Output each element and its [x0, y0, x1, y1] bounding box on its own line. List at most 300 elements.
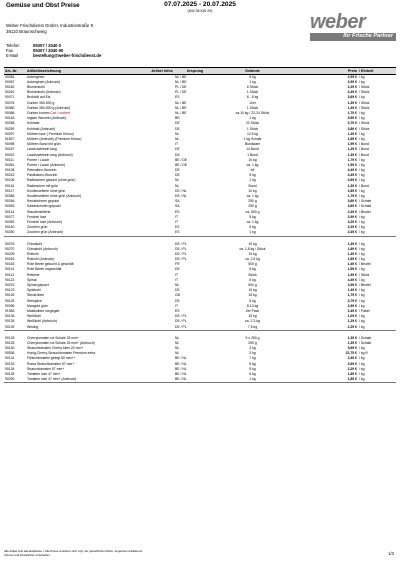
- item-name: Ingwer Wurzeln (Anbruch): [27, 116, 67, 121]
- art-nr: 90146: [5, 116, 15, 121]
- price: 3,79 €: [347, 298, 357, 303]
- item-name: Fleischtomaten gelegt 80 mm++: [27, 356, 76, 361]
- item-name: Gurken 350-500 g (Anbruch): [27, 105, 71, 110]
- price-table: [4, 67, 396, 384]
- pack-size: 1 Stück: [246, 90, 259, 95]
- art-nr: 90098: [5, 142, 15, 147]
- unit: / kg: [359, 257, 365, 262]
- item-name: Tomaten lose 47 mm+: [27, 372, 61, 376]
- art-nr: 90133: [5, 361, 15, 366]
- art-nr: 90086: [5, 111, 15, 115]
- unit: / Bund: [359, 147, 369, 152]
- pack-size: 15 kg: [248, 251, 257, 256]
- art-nr: 90130: [5, 346, 15, 351]
- pack-size: 5 kg: [249, 173, 256, 178]
- pack-size: 5 kg: [249, 214, 256, 219]
- origin: NL / BE: [175, 105, 187, 110]
- unit: / kg: [359, 157, 365, 162]
- price: 1,49 €: [347, 288, 357, 293]
- origin: DE / PL: [175, 324, 187, 329]
- unit: / kg: [359, 230, 365, 235]
- pack-size: 6 Stück: [246, 85, 259, 90]
- pack-size: 1 Stück: [246, 105, 259, 110]
- origin: NL / BE: [175, 100, 187, 105]
- pack-size: 7 kg: [249, 356, 256, 361]
- unit: / Schale: [359, 340, 372, 345]
- unit: / Schale: [359, 204, 372, 209]
- unit: / Stück: [359, 121, 370, 126]
- item-name: Brokkoli auf Eis: [27, 95, 51, 100]
- pack-size: ca. 1 kg: [246, 162, 259, 167]
- unit: / Stück: [359, 85, 370, 90]
- price: 5,99 €: [347, 346, 357, 351]
- pack-size: 5 kg: [249, 267, 256, 272]
- pack-size: Stück: [248, 272, 257, 277]
- art-nr: 90084: [5, 74, 15, 79]
- unit: / Stück: [359, 126, 370, 131]
- item-name: Porree / Lauch (Anbruch): [27, 162, 66, 167]
- art-nr: 90136: [5, 314, 15, 319]
- pack-size: b/f: [250, 168, 255, 173]
- col-origin: Ursprung: [186, 68, 204, 73]
- item-name: Cherrytomaten rot Schale 25 mm+ (Anbruch): [27, 340, 95, 345]
- item-name: Pastinaken-Wurzeln: [27, 173, 58, 178]
- unit: / kg: [359, 303, 365, 308]
- price: 1,69 €: [347, 257, 357, 262]
- art-nr: 90067: [5, 79, 15, 84]
- unit: / Bund: [359, 183, 369, 188]
- pack-size: ca. 1,8 kg / Stück: [239, 246, 266, 251]
- item-name: Radieschen geputzt (ohne grün): [27, 178, 76, 183]
- price: 2,49 €: [347, 209, 357, 214]
- pack-size: 7,5 kg: [247, 324, 258, 329]
- art-nr: 90096: [5, 303, 15, 308]
- pack-size: ca. 500 g: [245, 209, 260, 214]
- item-name: Steinpilze: [27, 298, 42, 303]
- page-title: Gemüse und Obst Preise: [6, 2, 80, 9]
- origin: IT: [175, 303, 179, 308]
- item-name: Gurken krumm Cat. I sortiert: [27, 111, 70, 115]
- unit: / Bund: [359, 152, 369, 157]
- item-name: Maiskolben vorgegart: [27, 308, 60, 313]
- table-row[interactable]: [4, 325, 396, 330]
- price: 1,89 €: [347, 377, 357, 382]
- price: 1,39 €: [347, 335, 357, 340]
- art-nr: 90063: [5, 204, 15, 209]
- company-address: [6, 23, 93, 35]
- unit: / kg: [359, 251, 365, 256]
- price: 1,99 €: [347, 272, 357, 277]
- origin: BE / DE: [175, 157, 188, 162]
- table-row[interactable]: [4, 230, 396, 235]
- pack-size: 1 kg: [249, 79, 256, 84]
- art-nr: 91983: [5, 308, 15, 313]
- origin: ES: [175, 308, 180, 313]
- art-nr: 90078: [5, 100, 15, 105]
- pack-size: 1 kg Schale: [243, 136, 262, 141]
- price: 4,49 €: [347, 168, 357, 173]
- table-row[interactable]: [4, 377, 396, 382]
- item-name: Auberginen (Anbruch): [27, 79, 61, 84]
- art-nr: 90114: [5, 267, 15, 272]
- pack-size: 5 kg: [249, 225, 256, 230]
- item-name: Zucchini grün: [27, 225, 48, 230]
- item-name: Petersilien-Wurzeln: [27, 168, 57, 173]
- origin: DE: [175, 288, 180, 293]
- price: 1,49 €: [347, 262, 357, 267]
- price: 0,79 €: [347, 121, 357, 126]
- pack-size: ca.10 kg / 22-24 Stück: [235, 111, 270, 115]
- art-nr: 90076: [5, 241, 15, 246]
- origin: NL: [175, 335, 180, 340]
- art-nr: 90128: [5, 335, 15, 340]
- weber-logo: [310, 12, 396, 41]
- art-nr: 90022: [5, 152, 15, 157]
- price: 2,29 €: [347, 324, 357, 329]
- art-nr: 90258: [5, 121, 15, 126]
- art-nr: 90117: [5, 188, 15, 193]
- pack-size: 3 kg: [249, 351, 256, 356]
- art-nr: 90182: [5, 85, 15, 90]
- unit: / Stück: [359, 272, 370, 277]
- item-name: Möhren lose ( Premium Kimco): [27, 131, 74, 136]
- unit: / Paket: [359, 308, 370, 313]
- price: 1,59 €: [347, 267, 357, 272]
- unit: / kg: [359, 74, 365, 79]
- art-nr: 90361: [5, 162, 15, 167]
- col-price: Preis: [347, 68, 357, 73]
- phone-label: Telefon: [6, 43, 20, 48]
- origin: BE / NL: [175, 356, 187, 361]
- origin: DE: [175, 168, 180, 173]
- item-name: Blumenkohl: [27, 85, 45, 90]
- pack-size: 1 kg: [249, 116, 256, 121]
- pack-size: 1 kg: [249, 230, 256, 235]
- unit: / Beutel: [359, 283, 371, 287]
- unit: / Stück: [359, 105, 370, 110]
- price: 1,79 €: [347, 293, 357, 298]
- price: 1,49 €: [347, 105, 357, 110]
- item-name: Steckrüben: [27, 293, 45, 298]
- origin: DE / NL: [175, 188, 187, 193]
- origin: DE: [175, 267, 180, 272]
- calendar-week: (KW 28 KW 29): [187, 9, 213, 13]
- item-name: Rote Beete ungeschält: [27, 267, 62, 272]
- item-name: Roma Strauchtomaten 57 mm+: [27, 361, 75, 366]
- item-name: Strauchtomaten Cherry klein 20 mm+: [27, 346, 84, 351]
- art-nr: 90242: [5, 173, 15, 178]
- origin: ES: [175, 95, 180, 100]
- unit: / kg !!!: [359, 351, 369, 356]
- pack-size: Bund: [248, 183, 257, 188]
- art-nr: 90128: [5, 340, 15, 345]
- unit: / kg: [359, 136, 365, 141]
- pack-size: 5 kg: [249, 298, 256, 303]
- art-nr: 90114: [5, 209, 15, 214]
- origin: BE / NL: [175, 366, 187, 371]
- item-name: Auberginen: [27, 74, 45, 79]
- unit: / kg: [359, 214, 365, 219]
- company-name: Weber Frischdienst GmbH, Industriestraße 9: [6, 23, 94, 28]
- item-name: Rotkohl: [27, 251, 39, 256]
- pack-size: 10 kg: [248, 188, 257, 193]
- art-nr: 90536: [5, 351, 15, 356]
- pack-size: 9 x 250 g: [245, 335, 260, 340]
- art-nr: 90128: [5, 319, 15, 324]
- fax-label: Fax: [6, 48, 13, 54]
- item-name: Fenchel lose (Anbruch): [27, 219, 63, 224]
- item-name: Weißkohl (Anbruch): [27, 319, 57, 324]
- origin: NL: [175, 136, 180, 141]
- unit: / kg: [359, 116, 365, 121]
- pack-size: 250 g: [248, 199, 257, 204]
- pack-size: 10 kg: [248, 241, 257, 246]
- item-name: Wirsing: [27, 324, 39, 329]
- item-name: Spitzkohl: [27, 288, 41, 293]
- item-name: Knollensellerie ohne grün: [27, 188, 66, 193]
- item-name: Porree / Lauch: [27, 157, 50, 162]
- art-nr: 90135: [5, 372, 15, 376]
- pack-size: 12,5 kg: [246, 131, 259, 136]
- unit: / kg: [359, 225, 365, 230]
- unit: / kg: [359, 241, 365, 246]
- unit: / kg: [359, 288, 365, 293]
- art-nr: 90163: [5, 262, 15, 267]
- price: 2,49 €: [347, 308, 357, 313]
- section-2: [4, 242, 396, 331]
- unit: / kg: [359, 188, 365, 193]
- unit: / kg: [359, 194, 365, 198]
- art-nr: 90097: [5, 131, 15, 136]
- price: 2,49 €: [347, 230, 357, 235]
- col-name: Artikelbezeichnung: [27, 68, 62, 73]
- art-nr: 90131: [5, 356, 15, 361]
- price: 2,69 €: [347, 188, 357, 193]
- pack-size: 15 kg: [248, 314, 257, 319]
- item-name: Tomaten lose 47 mm+ (Anbruch): [27, 377, 77, 382]
- price: 2,99 €: [347, 214, 357, 219]
- price: 1,79 €: [347, 194, 357, 198]
- item-info: [149, 377, 175, 382]
- price: 2,99 €: [347, 74, 357, 79]
- company-city: 38110 Braunschweig: [6, 29, 47, 34]
- item-name: Honig-Cherry-Strauchtomaten Premium extra: [27, 351, 96, 356]
- pack-size: 1 kg: [249, 377, 256, 382]
- unit: / Schale: [359, 335, 372, 340]
- pack-size: ca. 1 kg: [246, 219, 259, 224]
- origin: NL: [175, 131, 180, 136]
- price: 1,39 €: [347, 100, 357, 105]
- item-name: Cherrytomaten rot Schale 25 mm+: [27, 335, 79, 340]
- item-name: Möhren (Anbruch) (Premium Kimco): [27, 136, 82, 141]
- pack-size: 500 g: [248, 262, 257, 267]
- item-name: Rettiche: [27, 272, 40, 277]
- fax-number: 05307 / 2040 90: [33, 48, 64, 54]
- item-name: Kaiserschoten geputzt: [27, 204, 61, 209]
- price: 1,09 €: [347, 314, 357, 319]
- pack-size: 12er: [249, 100, 256, 105]
- origin: SA: [175, 199, 180, 204]
- contact-block: [6, 43, 101, 59]
- art-nr: 91827: [5, 136, 15, 141]
- unit: / kg: [359, 178, 365, 183]
- page-number: 1/3: [388, 551, 394, 556]
- origin: DE / NL: [175, 194, 187, 198]
- origin: DE: [175, 173, 180, 178]
- art-nr: 90111: [5, 157, 14, 162]
- pack-size: 2er Pack: [245, 308, 260, 313]
- price: 4,49 €: [347, 173, 357, 178]
- price: 2,99 €: [347, 283, 357, 287]
- price: 3,69 €: [347, 95, 357, 100]
- origin: IT: [175, 214, 179, 219]
- price: 1,69 €: [347, 246, 357, 251]
- pack-size: ca. 2,5 kg: [245, 257, 260, 262]
- art-nr: 90116: [5, 183, 15, 188]
- item-name: Fenchel lose: [27, 214, 47, 219]
- unit: / kg: [359, 366, 365, 371]
- phone-number: 05307 / 2040 0: [33, 43, 61, 48]
- item-name: Staudensellerie: [27, 209, 51, 214]
- art-nr: 90108: [5, 168, 15, 173]
- origin: DE: [175, 152, 180, 157]
- item-name: Zucchini grün (Anbruch): [27, 230, 64, 235]
- price: 1,29 €: [347, 319, 357, 324]
- origin: DE / PL: [175, 319, 187, 324]
- pack-size: 250 g: [248, 204, 257, 209]
- origin: NL: [175, 178, 180, 183]
- unit: / kg: [359, 95, 365, 100]
- origin: ES: [175, 230, 180, 235]
- pack-size: 5 kg: [249, 74, 256, 79]
- art-nr: 90123: [5, 288, 15, 293]
- unit: / kg: [359, 219, 365, 224]
- art-nr: 90080: [5, 105, 15, 110]
- price: 1,79 €: [347, 111, 357, 115]
- unit: / Bund: [359, 142, 369, 147]
- origin: BE / NL: [175, 361, 187, 366]
- pack-size: 250 g: [248, 340, 257, 345]
- art-nr: 90259: [5, 126, 15, 131]
- origin: DE: [175, 147, 180, 152]
- origin: NL / BE: [175, 111, 187, 115]
- origin: NL: [175, 346, 180, 351]
- origin: NL: [175, 183, 180, 188]
- origin: PL / DE: [175, 85, 187, 90]
- col-unit: / Einheit: [359, 68, 374, 73]
- price: 1,49 €: [347, 251, 357, 256]
- item-name: Chinakohl (Anbruch): [27, 246, 58, 251]
- origin: GB: [175, 293, 180, 298]
- origin: FR: [175, 262, 180, 267]
- price: 2,69 €: [347, 361, 357, 366]
- item-name: Spinat geputzt: [27, 283, 49, 287]
- price: 1,29 €: [347, 147, 357, 152]
- art-nr: 90126: [5, 293, 15, 298]
- origin: NL / BE: [175, 79, 187, 84]
- price: 1,39 €: [347, 152, 357, 157]
- unit: / kg: [359, 293, 365, 298]
- unit: / Schale: [359, 199, 372, 204]
- art-nr: 90134: [5, 366, 15, 371]
- unit: / kg: [359, 173, 365, 178]
- origin: DE / PL: [175, 241, 187, 246]
- item-name: Gurken 350-500 g: [27, 100, 55, 105]
- section-1: [4, 75, 396, 237]
- pack-size: 5 kg: [249, 361, 256, 366]
- table-header: [4, 67, 396, 75]
- pack-size: Bundware: [244, 142, 261, 147]
- section-3: [4, 336, 396, 384]
- pack-size: 15 kg: [248, 293, 257, 298]
- pack-size: 1 kg: [249, 178, 256, 183]
- origin: DE / PL: [175, 257, 187, 262]
- price: 4,49 €: [347, 277, 357, 282]
- price: 2,49 €: [347, 90, 357, 95]
- art-nr: 90052: [5, 219, 15, 224]
- price: 3,69 €: [347, 204, 357, 209]
- pack-size: 6 kg: [249, 372, 256, 376]
- footer-note-line1: Alle Artikel sind Handelsklasse I. Alle Preise verstehen sich zzgl. der gesetzlichen MwSt., Angebote freibleibend.: [4, 549, 143, 553]
- origin: SA: [175, 204, 180, 209]
- col-info: Artikel Infos: [151, 68, 173, 73]
- item-info: [149, 230, 175, 235]
- price: 1,39 €: [347, 183, 357, 188]
- pack-size: 8-10 kg: [246, 303, 259, 308]
- pack-size: 5 kg: [249, 366, 256, 371]
- item-name: Rotkohl (Anbruch): [27, 257, 55, 262]
- item-name: Lauchzwiebeln lang (Anbruch): [27, 152, 73, 157]
- art-nr: 90122: [5, 277, 15, 282]
- origin: DE / PL: [175, 314, 187, 319]
- price: 2,49 €: [347, 356, 357, 361]
- unit: / Stück: [359, 90, 370, 95]
- art-nr: 90261: [5, 90, 15, 95]
- origin: NL / BE: [175, 74, 187, 79]
- origin: NL: [175, 283, 180, 287]
- unit: / kg: [359, 168, 365, 173]
- logo-wordmark: weber: [310, 11, 366, 33]
- item-name: Knollensellerie ohne grün (Anbruch): [27, 194, 82, 198]
- art-nr: 90270: [5, 246, 15, 251]
- origin: BE / DE: [175, 162, 188, 167]
- email-address[interactable]: bestellung@weber-frischdienst.de: [33, 53, 102, 59]
- pack-size: 500 g: [248, 283, 257, 287]
- price: 1,99 €: [347, 162, 357, 167]
- unit: / kg: [359, 377, 365, 382]
- pack-size: 10 kg: [248, 157, 257, 162]
- col-art-nr: Art.-Nr.: [5, 68, 18, 73]
- art-nr: 90077: [5, 214, 15, 219]
- origin: BE / NL: [175, 377, 187, 382]
- price: 1,79 €: [347, 157, 357, 162]
- item-info: [149, 325, 175, 330]
- price: 2,29 €: [347, 225, 357, 230]
- unit: / kg: [359, 324, 365, 329]
- art-nr: 90140: [5, 225, 15, 230]
- origin: DE: [175, 126, 180, 131]
- logo-tagline: Ihr Frische Partner: [310, 33, 396, 41]
- price: 3,69 €: [347, 199, 357, 204]
- origin: IT: [175, 272, 179, 277]
- art-nr: 90125: [5, 298, 15, 303]
- unit: / kg: [359, 361, 365, 366]
- price: 2,69 €: [347, 178, 357, 183]
- origin: DE / PL: [175, 251, 187, 256]
- art-nr: 90376: [5, 283, 15, 287]
- item-name: Weißkohl: [27, 314, 42, 319]
- unit: / kg: [359, 79, 365, 84]
